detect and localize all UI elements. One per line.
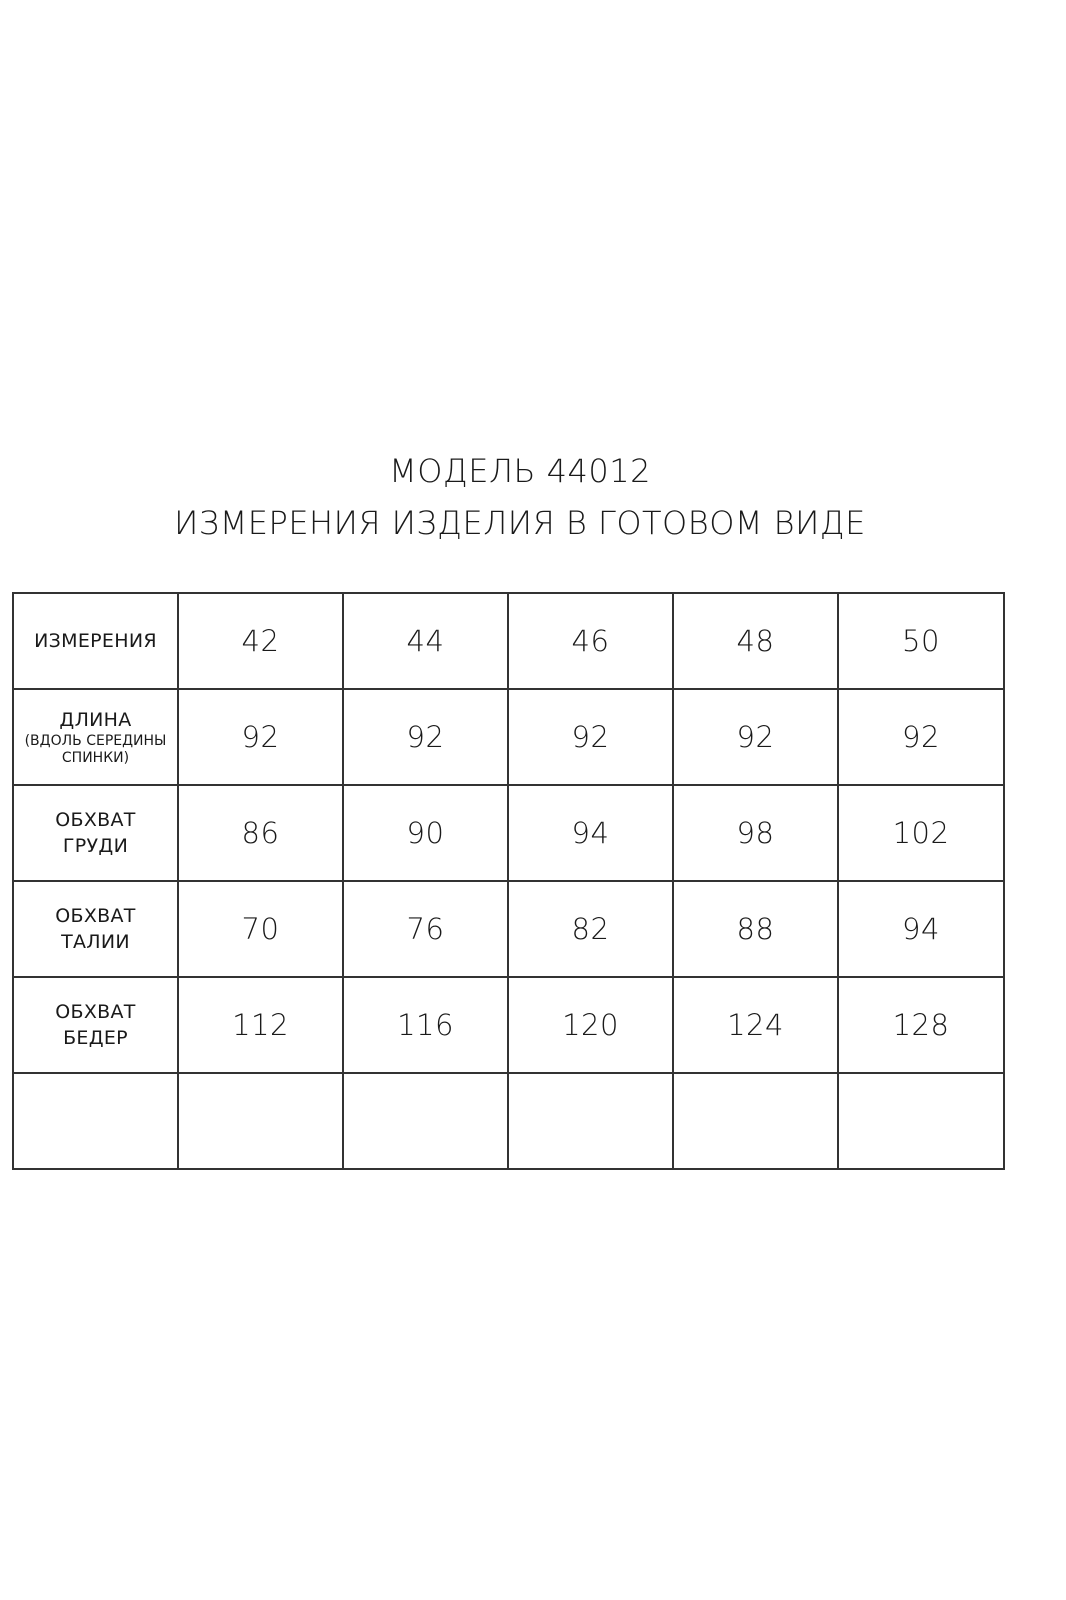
value: 98: [736, 816, 775, 850]
value: 92: [406, 720, 445, 754]
empty-cell: [13, 1073, 178, 1169]
value-cell: [838, 689, 1004, 785]
row-label-cell: [13, 977, 178, 1073]
table-row-waist: [13, 881, 1004, 977]
row-sublabel: (ВДОЛЬ СЕРЕДИНЫ СПИНКИ): [24, 733, 167, 766]
value-cell: [838, 977, 1004, 1073]
value-cell: [838, 785, 1004, 881]
size-chart-table: [12, 592, 1005, 1170]
value: 102: [892, 816, 950, 850]
value-cell: [178, 689, 343, 785]
value-cell: [673, 785, 838, 881]
size-44: 44: [406, 624, 445, 658]
header-label: ИЗМЕРЕНИЯ: [34, 630, 157, 652]
value: 112: [232, 1008, 289, 1042]
value-cell: [178, 881, 343, 977]
size-48: 48: [736, 624, 775, 658]
value-cell: [343, 977, 508, 1073]
size-cell: [178, 593, 343, 689]
value: 92: [736, 720, 775, 754]
value: 88: [736, 912, 775, 946]
row-label-cell: [13, 689, 178, 785]
value-cell: [673, 689, 838, 785]
value: 94: [571, 816, 610, 850]
value-cell: [508, 689, 673, 785]
model-title: МОДЕЛЬ 44012: [389, 452, 651, 490]
value: 128: [892, 1008, 950, 1042]
value: 76: [406, 912, 445, 946]
table-row-chest: [13, 785, 1004, 881]
table-row-empty: [13, 1073, 1004, 1169]
row-label: ДЛИНА: [59, 709, 132, 731]
row-label: ОБХВАТ ГРУДИ: [55, 809, 136, 857]
value: 70: [241, 912, 280, 946]
empty-cell: [178, 1073, 343, 1169]
empty-cell: [673, 1073, 838, 1169]
row-label-cell: [13, 785, 178, 881]
value-cell: [178, 977, 343, 1073]
value: 124: [727, 1008, 784, 1042]
size-cell: [673, 593, 838, 689]
measurements-subtitle: ИЗМЕРЕНИЯ ИЗДЕЛИЯ В ГОТОВОМ ВИДЕ: [174, 504, 866, 542]
row-label: ОБХВАТ БЕДЕР: [55, 1001, 136, 1049]
size-cell: [838, 593, 1004, 689]
value: 82: [571, 912, 610, 946]
value: 90: [406, 816, 445, 850]
value: 92: [571, 720, 610, 754]
value-cell: [838, 881, 1004, 977]
size-50: 50: [902, 624, 940, 658]
size-cell: [343, 593, 508, 689]
value-cell: [508, 977, 673, 1073]
value-cell: [673, 977, 838, 1073]
row-label: ОБХВАТ ТАЛИИ: [55, 905, 136, 953]
size-cell: [508, 593, 673, 689]
value-cell: [343, 689, 508, 785]
empty-cell: [838, 1073, 1004, 1169]
size-46: 46: [571, 624, 610, 658]
value: 92: [241, 720, 280, 754]
value-cell: [343, 785, 508, 881]
value: 116: [397, 1008, 454, 1042]
table-header-row: [13, 593, 1004, 689]
value-cell: [343, 881, 508, 977]
value-cell: [673, 881, 838, 977]
value-cell: [508, 881, 673, 977]
row-label-cell: [13, 881, 178, 977]
table-row-length: [13, 689, 1004, 785]
value: 94: [902, 912, 940, 946]
value-cell: [508, 785, 673, 881]
value: 120: [562, 1008, 619, 1042]
empty-cell: [343, 1073, 508, 1169]
value: 92: [902, 720, 940, 754]
value-cell: [178, 785, 343, 881]
value: 86: [241, 816, 280, 850]
empty-cell: [508, 1073, 673, 1169]
size-42: 42: [241, 624, 280, 658]
header-label-cell: [13, 593, 178, 689]
table-row-hips: [13, 977, 1004, 1073]
